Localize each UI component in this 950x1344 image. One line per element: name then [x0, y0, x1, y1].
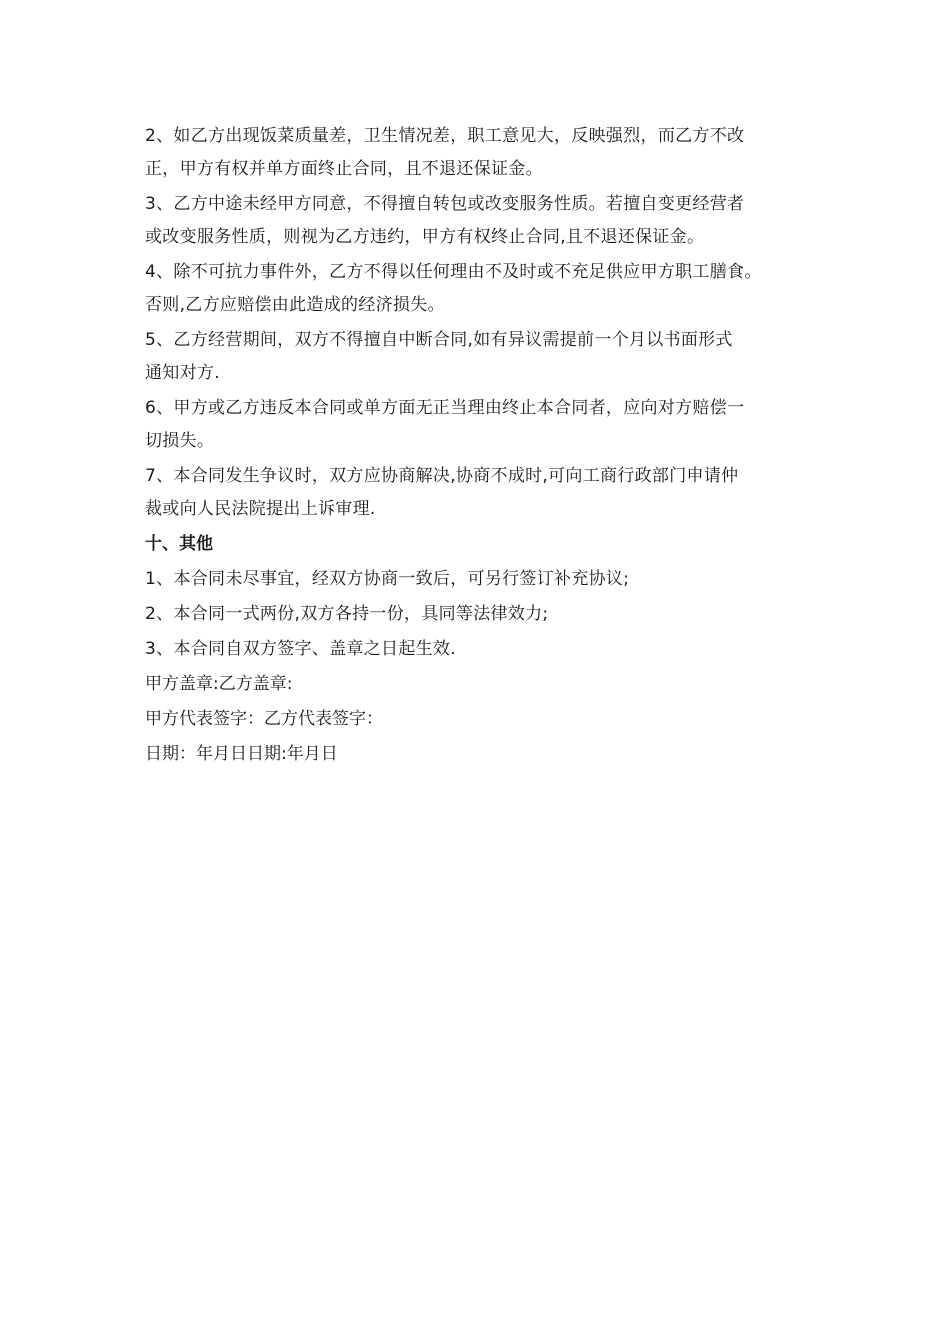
clause-2-line-2: 正，甲方有权并单方面终止合同，且不退还保证金。 — [145, 159, 543, 179]
clause-2-line-1: 2、如乙方出现饭菜质量差，卫生情况差，职工意见大，反映强烈，而乙方不改 — [145, 126, 745, 146]
clause-7-line-1: 7、本合同发生争议时，双方应协商解决,协商不成时,可向工商行政部门申请仲 — [145, 466, 739, 486]
clause-5-line-1: 5、乙方经营期间，双方不得擅自中断合同,如有异议需提前一个月以书面形式 — [145, 330, 733, 350]
seal-line: 甲方盖章:乙方盖章: — [145, 674, 293, 694]
section-ten-item-1: 1、本合同未尽事宜，经双方协商一致后，可另行签订补充协议; — [145, 569, 630, 589]
clause-6-line-1: 6、甲方或乙方违反本合同或单方面无正当理由终止本合同者，应向对方赔偿一 — [145, 398, 745, 418]
section-ten-item-3: 3、本合同自双方签字、盖章之日起生效. — [145, 639, 456, 659]
clause-6-line-2: 切损失。 — [145, 431, 215, 451]
clause-6 — [145, 392, 825, 458]
clause-2 — [145, 120, 825, 186]
clause-3 — [145, 188, 825, 254]
clause-7 — [145, 460, 825, 526]
section-ten-heading: 十、其他 — [145, 534, 213, 554]
clause-7-line-2: 裁或向人民法院提出上诉审理. — [145, 499, 376, 519]
clause-5 — [145, 324, 825, 390]
section-ten-item-2: 2、本合同一式两份,双方各持一份，具同等法律效力; — [145, 604, 549, 624]
document-body — [145, 120, 825, 773]
clause-4 — [145, 256, 825, 322]
date-line: 日期：年月日日期:年月日 — [145, 744, 338, 764]
clause-5-line-2: 通知对方. — [145, 363, 220, 383]
clause-3-line-2: 或改变服务性质，则视为乙方违约，甲方有权终止合同,且不退还保证金。 — [145, 227, 705, 247]
representative-signature-line: 甲方代表签字：乙方代表签字： — [145, 709, 383, 729]
clause-4-line-2: 否则,乙方应赔偿由此造成的经济损失。 — [145, 295, 445, 315]
clause-4-line-1: 4、除不可抗力事件外，乙方不得以任何理由不及时或不充足供应甲方职工膳食。 — [145, 262, 762, 282]
clause-3-line-1: 3、乙方中途未经甲方同意，不得擅自转包或改变服务性质。若擅自变更经营者 — [145, 194, 745, 214]
